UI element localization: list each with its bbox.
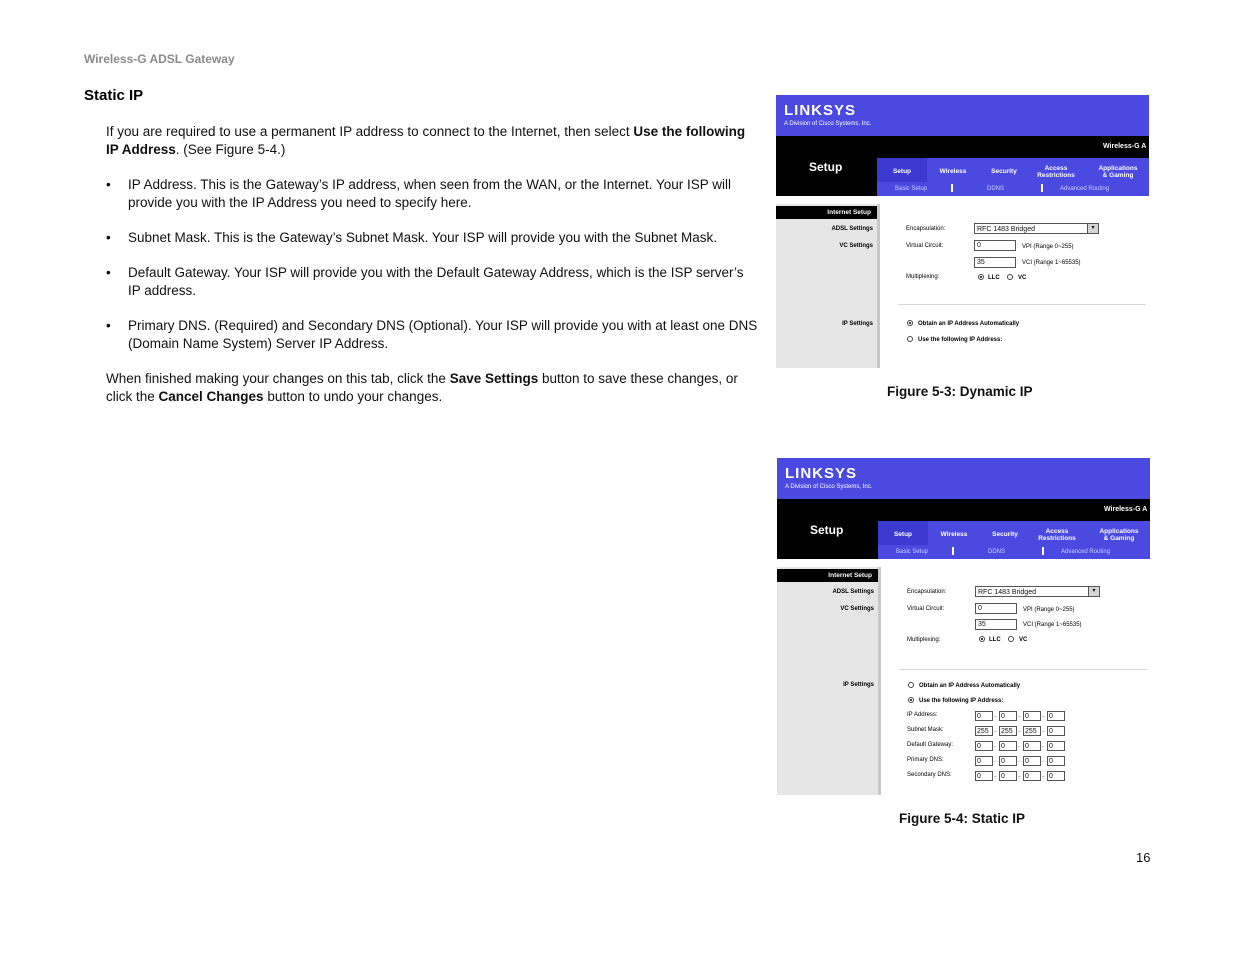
ip-octet-input[interactable]: 0: [975, 741, 993, 751]
ip-octet-input[interactable]: 0: [1047, 726, 1065, 736]
bullet-dot: •: [106, 177, 111, 192]
figure-caption-dynamic-ip: Figure 5-3: Dynamic IP: [887, 384, 1033, 399]
linksys-logo: LINKSYS: [784, 102, 857, 119]
ip-octet-separator: .: [1018, 742, 1020, 749]
closing-text: When finished making your changes on this tab, click the: [106, 371, 450, 386]
ip-octet-separator: .: [1018, 772, 1020, 779]
multiplexing-label: Multiplexing:: [907, 637, 941, 643]
setup-title: Setup: [810, 523, 844, 537]
tab-setup[interactable]: Setup: [893, 531, 913, 538]
ip-octet-separator: .: [994, 742, 996, 749]
figure-dynamic-ip-screenshot: [776, 95, 1149, 368]
vci-input[interactable]: 35: [974, 257, 1016, 268]
chevron-down-icon[interactable]: ▾: [1088, 587, 1099, 596]
ip-octet-input[interactable]: 0: [975, 711, 993, 721]
vc-label: VC: [1019, 637, 1028, 643]
sidebar-vc-settings: VC Settings: [840, 606, 874, 612]
tab-access-restrictions[interactable]: Access Restrictions: [1038, 528, 1076, 542]
figure-static-ip-screenshot: [777, 458, 1150, 795]
ip-octet-input[interactable]: 0: [975, 771, 993, 781]
ip-octet-separator: .: [1018, 727, 1020, 734]
ip-octet-separator: .: [1018, 712, 1020, 719]
sidebar-adsl-settings: ADSL Settings: [831, 226, 873, 232]
logo-subtitle: A Division of Cisco Systems, Inc.: [784, 121, 872, 127]
bullet-dns: [106, 317, 758, 353]
vpi-input[interactable]: 0: [975, 603, 1017, 614]
logo-subtitle: A Division of Cisco Systems, Inc.: [785, 484, 873, 490]
ip-octet-input[interactable]: 0: [1023, 741, 1041, 751]
subtab-advanced-routing[interactable]: Advanced Routing: [1060, 186, 1110, 192]
vci-hint: VCI (Range 1~65535): [1022, 260, 1081, 266]
tab-applications-gaming[interactable]: Applications & Gaming: [1098, 165, 1138, 179]
bullet-text: IP Address. This is the Gateway’s IP address, when seen from the WAN, or the Internet. Your ISP will provide you with the IP Address you need to specify here.: [128, 177, 732, 210]
ip-octet-input[interactable]: 0: [975, 756, 993, 766]
ip-octet-input[interactable]: 0: [1023, 771, 1041, 781]
llc-radio[interactable]: [979, 636, 985, 642]
bullet-ip-address: [106, 176, 758, 212]
ip-octet-input[interactable]: 255: [1023, 726, 1041, 736]
subtab-ddns[interactable]: DDNS: [988, 549, 1006, 555]
tab-applications-gaming[interactable]: Applications & Gaming: [1099, 528, 1139, 542]
static-field-label: Primary DNS:: [907, 757, 944, 763]
bullet-text: Primary DNS. (Required) and Secondary DNS (Optional). Your ISP will provide you with at least one DNS (Domain Name System) Server IP Address.: [128, 318, 758, 351]
tab-setup[interactable]: Setup: [892, 168, 912, 175]
ip-octet-separator: .: [1018, 757, 1020, 764]
product-name: Wireless-G A: [1103, 143, 1147, 150]
bullet-text: Default Gateway. Your ISP will provide you with the Default Gateway Address, which is the ISP server’s IP address.: [128, 265, 744, 298]
sidebar-internet-setup: Internet Setup: [777, 569, 878, 582]
sidebar-column: [777, 567, 878, 795]
multiplexing-label: Multiplexing:: [906, 274, 940, 280]
use-following-label: Use the following IP Address:: [919, 698, 1004, 704]
obtain-auto-label: Obtain an IP Address Automatically: [919, 683, 1021, 689]
tab-wireless[interactable]: Wireless: [939, 168, 967, 175]
vci-input[interactable]: 35: [975, 619, 1017, 630]
subtab-ddns[interactable]: DDNS: [987, 186, 1005, 192]
virtual-circuit-label: Virtual Circuit:: [907, 606, 945, 612]
obtain-auto-radio[interactable]: [908, 682, 914, 688]
sidebar-vc-settings: VC Settings: [839, 243, 873, 249]
ip-octet-input[interactable]: 0: [1023, 711, 1041, 721]
vc-label: VC: [1018, 275, 1027, 281]
bullet-default-gateway: [106, 264, 758, 300]
subtab-separator: [1041, 184, 1043, 192]
vc-radio[interactable]: [1007, 274, 1013, 280]
encapsulation-value: RFC 1483 Bridged: [977, 226, 1035, 233]
bullet-dot: •: [106, 265, 111, 280]
llc-radio[interactable]: [978, 274, 984, 280]
bullet-subnet-mask: [106, 229, 758, 247]
static-field-label: Secondary DNS:: [907, 772, 952, 778]
setup-title: Setup: [809, 160, 843, 174]
use-following-label: Use the following IP Address:: [918, 337, 1003, 343]
sidebar-internet-setup: Internet Setup: [776, 206, 877, 219]
ip-octet-separator: .: [1042, 727, 1044, 734]
subtab-advanced-routing[interactable]: Advanced Routing: [1061, 549, 1111, 555]
tab-wireless[interactable]: Wireless: [940, 531, 968, 538]
ip-octet-separator: .: [994, 727, 996, 734]
vpi-input[interactable]: 0: [974, 240, 1016, 251]
bullet-dot: •: [106, 230, 111, 245]
llc-label: LLC: [989, 637, 1001, 643]
chevron-down-icon[interactable]: ▾: [1087, 224, 1098, 233]
bullet-dot: •: [106, 318, 111, 333]
vpi-hint: VPI (Range 0~255): [1022, 244, 1074, 250]
column-divider: [878, 567, 881, 795]
ip-octet-input[interactable]: 0: [1047, 756, 1065, 766]
column-divider: [877, 204, 880, 368]
ip-octet-input[interactable]: 0: [1047, 771, 1065, 781]
vci-hint: VCI (Range 1~65535): [1023, 622, 1082, 628]
intro-paragraph: [106, 123, 758, 159]
static-field-label: Default Gateway:: [907, 742, 954, 748]
encapsulation-label: Encapsulation:: [907, 589, 947, 595]
vpi-hint: VPI (Range 0~255): [1023, 607, 1075, 613]
ip-octet-separator: .: [1042, 772, 1044, 779]
tab-security[interactable]: Security: [991, 168, 1017, 175]
static-field-label: IP Address:: [907, 712, 938, 718]
encapsulation-label: Encapsulation:: [906, 226, 946, 232]
encapsulation-select[interactable]: [974, 223, 1099, 234]
closing-paragraph: [106, 370, 758, 406]
tab-security[interactable]: Security: [992, 531, 1018, 538]
encapsulation-value: RFC 1483 Bridged: [978, 589, 1036, 596]
product-name: Wireless-G A: [1104, 506, 1148, 513]
figure-caption-static-ip: Figure 5-4: Static IP: [899, 811, 1026, 826]
intro-text: If you are required to use a permanent IP address to connect to the Internet, then select: [106, 124, 634, 139]
ip-octet-separator: .: [994, 712, 996, 719]
section-rule: [898, 304, 1146, 305]
ip-octet-input[interactable]: 0: [999, 741, 1017, 751]
ip-octet-input[interactable]: 0: [1023, 756, 1041, 766]
llc-label: LLC: [988, 275, 1000, 281]
subtab-separator: [1042, 547, 1044, 555]
page-number: 16: [1136, 850, 1151, 865]
linksys-logo: LINKSYS: [785, 465, 858, 482]
ip-octet-separator: .: [994, 757, 996, 764]
vc-radio[interactable]: [1008, 636, 1014, 642]
bullet-text: Subnet Mask. This is the Gateway’s Subnet Mask. Your ISP will provide you with the Subnet Mask.: [128, 230, 718, 245]
sidebar-adsl-settings: ADSL Settings: [832, 589, 874, 595]
tab-access-restrictions[interactable]: Access Restrictions: [1037, 165, 1075, 179]
ip-octet-separator: .: [1042, 712, 1044, 719]
subtab-separator: [952, 547, 954, 555]
use-following-radio[interactable]: [908, 697, 914, 703]
intro-text-end: . (See Figure 5-4.): [175, 142, 286, 157]
subtab-separator: [951, 184, 953, 192]
ip-octet-input[interactable]: 0: [999, 756, 1017, 766]
running-header: Wireless-G ADSL Gateway: [84, 52, 235, 66]
ip-octet-input[interactable]: 0: [1047, 711, 1065, 721]
subtab-basic-setup[interactable]: Basic Setup: [895, 186, 928, 192]
ip-octet-separator: .: [1042, 757, 1044, 764]
encapsulation-select[interactable]: [975, 586, 1100, 597]
save-settings-ref: Save Settings: [449, 371, 539, 386]
section-title: Static IP: [84, 87, 144, 104]
closing-text: button to undo your changes.: [263, 389, 443, 404]
sidebar-ip-settings: IP Settings: [842, 321, 873, 327]
subtab-basic-setup[interactable]: Basic Setup: [896, 549, 929, 555]
cancel-changes-ref: Cancel Changes: [158, 389, 264, 404]
ip-octet-input[interactable]: 0: [1047, 741, 1065, 751]
intro-bold: Use the following IP Address: [106, 124, 746, 157]
sidebar-ip-settings: IP Settings: [843, 682, 874, 688]
ip-octet-separator: .: [994, 772, 996, 779]
section-rule: [899, 669, 1147, 670]
ip-octet-input[interactable]: 0: [999, 771, 1017, 781]
obtain-auto-radio[interactable]: [907, 320, 913, 326]
closing-text: button to save these changes, or click the: [106, 371, 738, 404]
ip-octet-input[interactable]: 255: [975, 726, 993, 736]
use-following-radio[interactable]: [907, 336, 913, 342]
ip-octet-input[interactable]: 0: [999, 711, 1017, 721]
obtain-auto-label: Obtain an IP Address Automatically: [918, 321, 1020, 327]
ip-octet-separator: .: [1042, 742, 1044, 749]
virtual-circuit-label: Virtual Circuit:: [906, 243, 944, 249]
ip-octet-input[interactable]: 255: [999, 726, 1017, 736]
static-field-label: Subnet Mask:: [907, 727, 944, 733]
